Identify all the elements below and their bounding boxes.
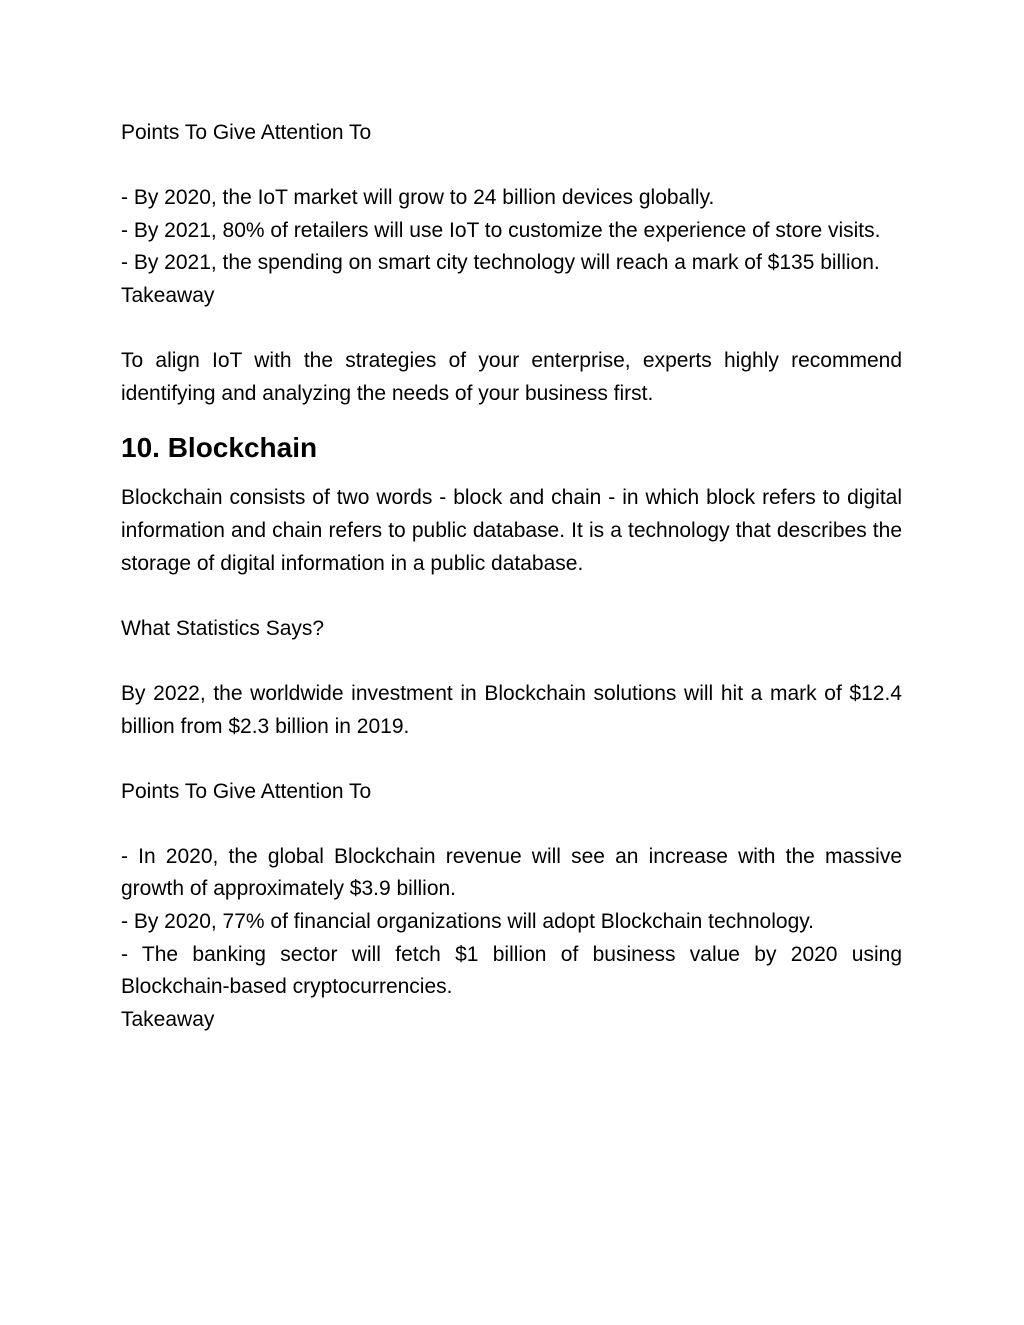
list-item: - By 2021, 80% of retailers will use IoT to customize the experience of store visits.: [121, 218, 881, 242]
points-heading-blockchain: Points To Give Attention To: [121, 779, 372, 803]
document-page: [121, 117, 902, 1036]
points-heading-iot: Points To Give Attention To: [121, 121, 372, 144]
spacer: [121, 580, 902, 613]
blockchain-intro: Blockchain consists of two words - block and chain - in which block refers to digital information and chain refers to public database. It is a technology that describes the storage of digital information in a public database.: [121, 486, 902, 575]
section-title-blockchain: 10. Blockchain: [121, 432, 318, 464]
list-item: - By 2020, the IoT market will grow to 24 billion devices globally.: [121, 186, 715, 210]
spacer: [121, 808, 902, 841]
blockchain-points-list: [121, 841, 902, 1004]
stats-text: By 2022, the worldwide investment in Blockchain solutions will hit a mark of $12.4 billion from $2.3 billion in 2019.: [121, 681, 902, 738]
list-item: - By 2020, 77% of financial organizations will adopt Blockchain technology.: [121, 910, 815, 934]
spacer: [121, 150, 902, 183]
takeaway-text-iot: To align IoT with the strategies of your enterprise, experts highly recommend identifying and analyzing the needs of your business first.: [121, 349, 902, 405]
spacer: [121, 645, 902, 678]
spacer: [121, 743, 902, 776]
takeaway-heading-blockchain: Takeaway: [121, 1007, 215, 1031]
iot-points-list: [121, 182, 902, 280]
spacer: [121, 313, 902, 346]
list-item: - By 2021, the spending on smart city technology will reach a mark of $135 billion.: [121, 251, 880, 275]
stats-heading: What Statistics Says?: [121, 616, 325, 640]
takeaway-heading-iot: Takeaway: [121, 283, 215, 307]
list-item: - The banking sector will fetch $1 billion of business value by 2020 using Blockchain-based cryptocurrencies.: [121, 942, 902, 999]
list-item: - In 2020, the global Blockchain revenue will see an increase with the massive growth of approximately $3.9 billion.: [121, 844, 902, 901]
